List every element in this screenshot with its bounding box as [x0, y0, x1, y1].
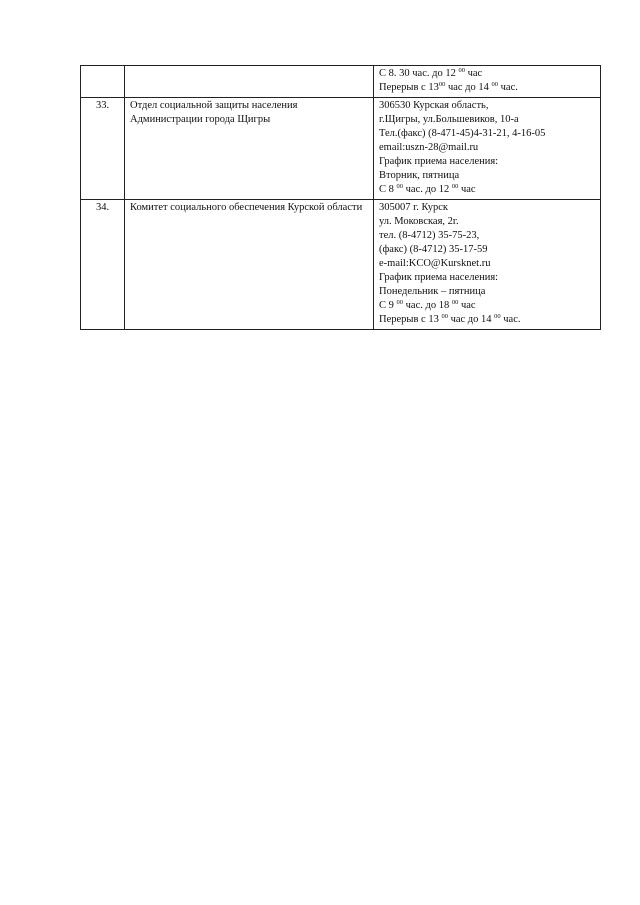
contact-text: С 8 — [379, 184, 397, 195]
contact-text: час. — [500, 314, 521, 325]
time-superscript: 00 — [458, 67, 465, 74]
contact-line — [379, 67, 595, 81]
time-superscript: 00 — [451, 299, 459, 306]
time-superscript: 00 — [491, 81, 499, 88]
contact-line — [379, 243, 595, 257]
contact-text: час — [458, 300, 476, 311]
contact-text: Тел.(факс) (8-471-45)4-31-21, 4-16-05 — [379, 128, 546, 139]
contact-line — [379, 313, 595, 327]
contact-text: тел. (8-4712) 35-75-23, — [379, 230, 480, 241]
contact-text: 305007 г. Курск — [379, 202, 448, 213]
time-superscript: 00 — [438, 81, 446, 88]
contact-text: e-mail:KCO@Kursknet.ru — [379, 258, 491, 269]
contact-text: час — [458, 184, 476, 195]
contact-text: час до 14 — [445, 82, 492, 93]
time-superscript: 00 — [494, 313, 501, 320]
contact-line — [379, 215, 595, 229]
contact-text: email:uszn-28@mail.ru — [379, 142, 479, 153]
contact-line — [379, 99, 595, 113]
contact-text: (факс) (8-4712) 35-17-59 — [379, 244, 488, 255]
contact-details — [374, 200, 601, 330]
time-superscript: 00 — [451, 183, 459, 190]
contact-line — [379, 285, 595, 299]
row-number: 33. — [81, 98, 125, 200]
contact-line — [379, 299, 595, 313]
contact-text: Вторник, пятница — [379, 170, 460, 181]
contact-text: час до 14 — [447, 314, 495, 325]
contact-text: час. до 18 — [403, 300, 452, 311]
contact-details — [374, 66, 601, 98]
contact-text: С 9 — [379, 300, 397, 311]
contact-line — [379, 141, 595, 155]
contact-text: 306530 Курская область, — [379, 100, 489, 111]
organization-name: Отдел социальной защиты населения Администрации города Щигры — [125, 98, 374, 200]
contact-text: Перерыв с 13 — [379, 82, 439, 93]
row-number — [81, 66, 125, 98]
table-row — [81, 66, 601, 98]
contact-line — [379, 155, 595, 169]
contact-line — [379, 113, 595, 127]
contact-line — [379, 201, 595, 215]
contact-text: Перерыв с 13 — [379, 314, 442, 325]
contact-text: час. до 12 — [403, 184, 452, 195]
table-row — [81, 200, 601, 330]
table-row — [81, 98, 601, 200]
contact-text: График приема населения: — [379, 156, 499, 167]
contact-text: час. — [498, 82, 518, 93]
contact-text: г.Щигры, ул.Большевиков, 10-а — [379, 114, 519, 125]
time-superscript: 00 — [396, 183, 404, 190]
contact-text: час — [464, 68, 483, 79]
contact-details — [374, 98, 601, 200]
contact-text: С 8. 30 час. до 12 — [379, 68, 459, 79]
contact-line — [379, 169, 595, 183]
contact-line — [379, 229, 595, 243]
contact-text: График приема населения: — [379, 272, 499, 283]
time-superscript: 00 — [396, 299, 404, 306]
contact-line — [379, 183, 595, 197]
organization-name — [125, 66, 374, 98]
organization-name: Комитет социального обеспечения Курской области — [125, 200, 374, 330]
contact-text: Понедельник – пятница — [379, 286, 486, 297]
contact-line — [379, 81, 595, 95]
row-number: 34. — [81, 200, 125, 330]
time-superscript: 00 — [441, 313, 448, 320]
contacts-table — [80, 65, 601, 330]
contact-line — [379, 271, 595, 285]
contact-text: ул. Моковская, 2г. — [379, 216, 459, 227]
contact-line — [379, 127, 595, 141]
contact-line — [379, 257, 595, 271]
